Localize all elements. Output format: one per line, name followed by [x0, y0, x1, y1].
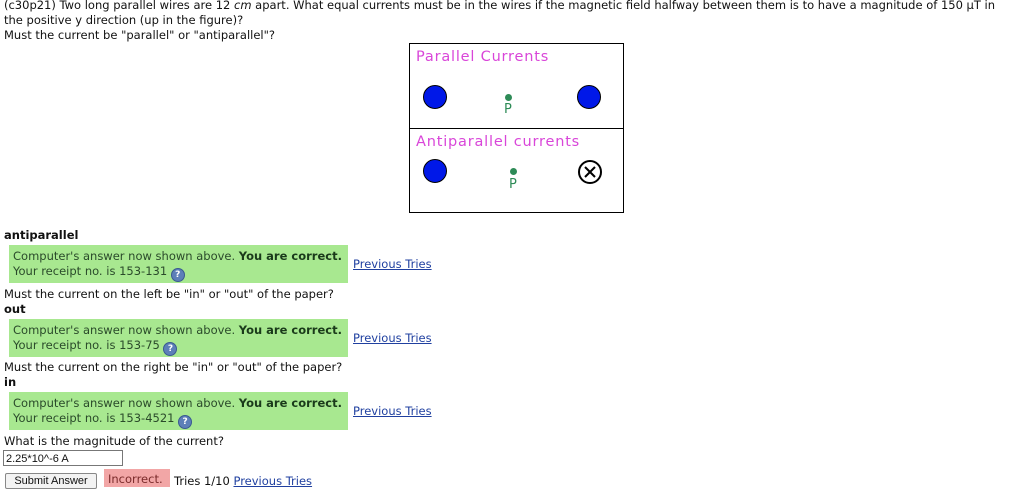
parallel-panel	[410, 44, 623, 129]
question-text	[4, 0, 1016, 43]
current-magnitude-input[interactable]: 2.25*10^-6 A	[3, 450, 123, 466]
previous-tries-link-3[interactable]: Previous Tries	[353, 404, 432, 418]
previous-tries-link-2[interactable]: Previous Tries	[353, 331, 432, 345]
help-icon[interactable]: ?	[178, 415, 192, 429]
antiparallel-title: Antiparallel currents	[416, 134, 581, 150]
correct-feedback-3: Computer's answer now shown above. You are correct. Your receipt no. is 153-4521 ?	[9, 392, 348, 430]
correct-feedback-2: Computer's answer now shown above. You are correct. Your receipt no. is 153-75 ?	[9, 319, 348, 357]
help-icon[interactable]: ?	[163, 342, 177, 356]
help-icon[interactable]: ?	[171, 268, 185, 282]
answer-part-2: out	[4, 302, 26, 316]
tries-counter: Tries 1/10 Previous Tries	[174, 474, 313, 488]
x-cross-icon	[580, 162, 600, 182]
answer-part-3: in	[4, 375, 17, 389]
left-wire-dot	[423, 159, 447, 183]
parallel-title: Parallel Currents	[416, 49, 550, 65]
previous-tries-link-1[interactable]: Previous Tries	[353, 257, 432, 271]
prompt-part-2: Must the current on the left be "in" or "out" of the paper?	[4, 287, 334, 301]
left-wire-dot	[423, 85, 447, 109]
question-line-2: the positive y direction (up in the figure)?	[4, 13, 244, 27]
right-wire-dot	[577, 85, 601, 109]
prompt-part-3: Must the current on the right be "in" or "out" of the paper?	[4, 360, 343, 374]
antiparallel-panel	[410, 129, 623, 212]
right-wire-into-page-icon	[578, 160, 602, 184]
point-p-dot	[505, 94, 512, 101]
point-p-label: P	[504, 102, 512, 117]
submit-answer-button[interactable]: Submit Answer	[5, 473, 97, 489]
question-line-3: Must the current be "parallel" or "antiparallel"?	[4, 28, 276, 42]
point-p-dot	[510, 168, 517, 175]
previous-tries-link-4[interactable]: Previous Tries	[233, 474, 313, 488]
wires-figure	[409, 43, 624, 213]
question-line-1: (c30p21) Two long parallel wires are 12 cm apart. What equal currents must be in the wires if the magnetic field halfway between them is to have a magnitude of 150 μT in	[4, 0, 996, 12]
correct-feedback-1: Computer's answer now shown above. You are correct. Your receipt no. is 153-131 ?	[9, 245, 348, 283]
answer-part-1: antiparallel	[4, 228, 79, 242]
point-p-label: P	[509, 177, 517, 192]
incorrect-badge: Incorrect.	[104, 469, 170, 487]
prompt-part-4: What is the magnitude of the current?	[4, 434, 224, 448]
